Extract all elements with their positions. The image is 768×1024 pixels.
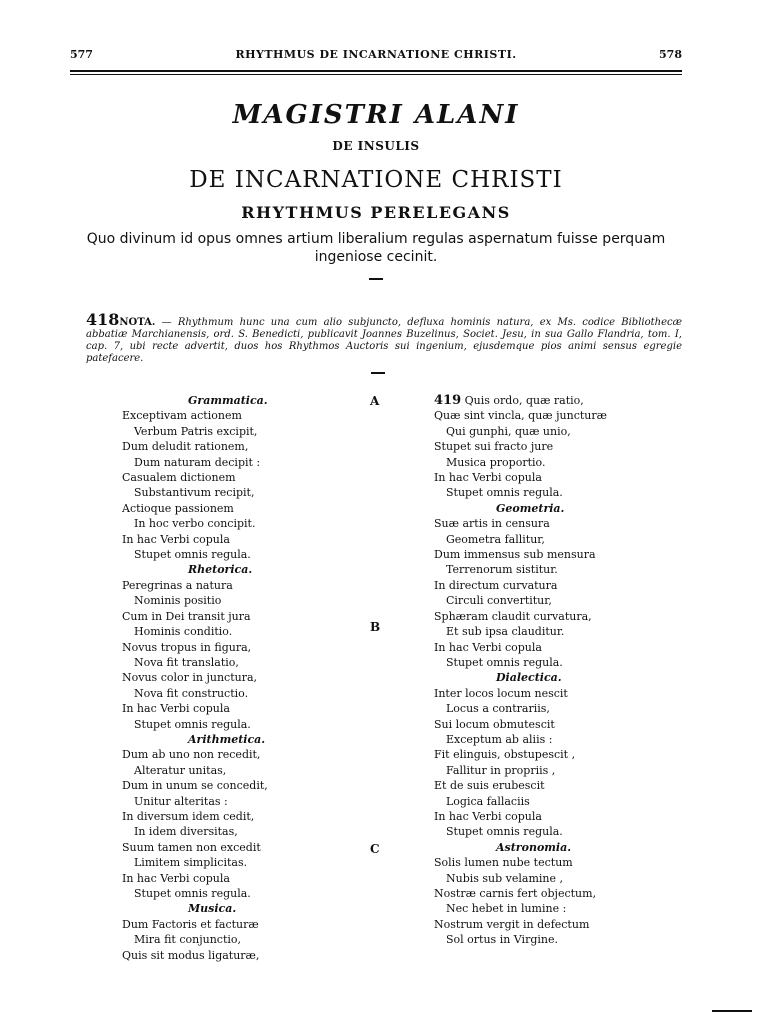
refrain-line: In hac Verbi copula bbox=[434, 471, 542, 485]
verse-line: Exceptum ab aliis : bbox=[446, 732, 553, 746]
verse-line: In diversum idem cedit, bbox=[122, 809, 255, 823]
verse-line bbox=[434, 393, 684, 408]
verse-line: Hominis conditio. bbox=[134, 625, 233, 639]
margin-marker-a: A bbox=[370, 394, 380, 408]
verse-line: Nostrum vergit in defectum bbox=[434, 917, 590, 931]
footer-rule bbox=[712, 1010, 752, 1012]
verse-line: Nubis sub velamine , bbox=[446, 871, 564, 885]
margin-marker-b: B bbox=[370, 620, 381, 634]
author-origin: DE INSULIS bbox=[332, 139, 420, 153]
verse-line: Dum in unum se concedit, bbox=[122, 779, 268, 793]
column-number-right: 578 bbox=[659, 48, 682, 61]
verse-line: Quis sit modus ligaturæ, bbox=[122, 948, 260, 962]
verse-line: Casualem dictionem bbox=[122, 471, 236, 485]
header-rule-thin bbox=[70, 74, 682, 75]
title-block bbox=[60, 96, 692, 280]
refrain-line: In hac Verbi copula bbox=[122, 871, 230, 885]
refrain-line: In hac Verbi copula bbox=[122, 702, 230, 716]
verse-line: Cum in Dei transit jura bbox=[122, 609, 251, 623]
running-title: RHYTHMUS DE INCARNATIONE CHRISTI. bbox=[235, 48, 517, 61]
verse-line: Dum Factoris et facturæ bbox=[122, 917, 259, 931]
verse-line: Dum deludit rationem, bbox=[122, 440, 249, 454]
verse-line: Limitem simplicitas. bbox=[134, 856, 248, 870]
refrain-line: Stupet omnis regula. bbox=[446, 825, 563, 839]
verse-line: Qui gunphi, quæ unio, bbox=[446, 424, 571, 438]
column-ref-418: 418 bbox=[86, 310, 120, 329]
poem-column-left bbox=[122, 393, 362, 963]
verse-line: Nominis positio bbox=[134, 594, 222, 608]
refrain-line: Stupet omnis regula. bbox=[446, 655, 563, 669]
refrain-line: Stupet omnis regula. bbox=[446, 486, 563, 500]
section-heading-rhetorica: Rhetorica. bbox=[188, 563, 253, 577]
author-title: MAGISTRI ALANI bbox=[232, 100, 520, 130]
verse-line: Nec hebet in lumine : bbox=[446, 902, 567, 916]
refrain-line: In hac Verbi copula bbox=[122, 532, 230, 546]
running-header bbox=[70, 48, 682, 68]
verse-line: Musica proportio. bbox=[446, 455, 546, 469]
verse-line: Dum immensus sub mensura bbox=[434, 548, 596, 562]
verse-line: Peregrinas a natura bbox=[122, 578, 233, 592]
verse-line: Logica fallaciis bbox=[446, 794, 530, 808]
verse-line: Sol ortus in Virgine. bbox=[446, 933, 558, 947]
nota-label: NOTA. bbox=[119, 317, 156, 328]
verse-line: Terrenorum sistitur. bbox=[446, 563, 558, 577]
verse-line: Et sub ipsa clauditur. bbox=[446, 625, 565, 639]
verse-line: Dum naturam decipit : bbox=[134, 455, 261, 469]
verse-line: Dum ab uno non recedit, bbox=[122, 748, 261, 762]
verse-line: Sui locum obmutescit bbox=[434, 717, 555, 731]
header-rule-thick bbox=[70, 70, 682, 72]
verse-line: Nostræ carnis fert objectum, bbox=[434, 887, 597, 900]
column-ref-419: 419 bbox=[434, 393, 462, 408]
verse-line: Substantivum recipit, bbox=[134, 486, 255, 500]
verse-line: Stupet sui fracto jure bbox=[434, 440, 554, 454]
column-number-left: 577 bbox=[70, 48, 93, 61]
section-heading-astronomia: Astronomia. bbox=[496, 840, 572, 854]
verse-line: Mira fit conjunctio, bbox=[134, 933, 242, 947]
verse-line: Actioque passionem bbox=[122, 501, 234, 515]
work-subtitle: RHYTHMUS PERELEGANS bbox=[241, 203, 511, 222]
margin-marker-c: C bbox=[370, 842, 380, 856]
verse-line: Quæ sint vincla, quæ juncturæ bbox=[434, 409, 607, 423]
section-heading-musica: Musica. bbox=[188, 902, 237, 916]
verse-line: Inter locos locum nescit bbox=[434, 686, 568, 700]
verse-line: Unitur alteritas : bbox=[134, 794, 228, 808]
verse-line: Novus tropus in figura, bbox=[122, 640, 252, 654]
refrain-line: In hac Verbi copula bbox=[434, 640, 542, 654]
verse-line: Circuli convertitur, bbox=[446, 594, 552, 608]
refrain-line: In hac Verbi copula bbox=[434, 809, 542, 823]
verse-line: Fit elinguis, obstupescit , bbox=[434, 748, 576, 762]
verse-line: In hoc verbo concipit. bbox=[134, 517, 256, 531]
verse-line: Verbum Patris excipit, bbox=[134, 424, 258, 438]
verse-line: Suum tamen non excedit bbox=[122, 840, 261, 854]
verse-line: Fallitur in propriis , bbox=[446, 763, 556, 777]
verse-line-text: Quis ordo, quæ ratio, bbox=[464, 394, 584, 407]
refrain-line: Stupet omnis regula. bbox=[134, 548, 251, 562]
title-divider bbox=[369, 278, 383, 280]
verse-line: Exceptivam actionem bbox=[122, 409, 242, 423]
verse-line: Novus color in junctura, bbox=[122, 671, 258, 685]
verse-line: Suæ artis in censura bbox=[434, 517, 550, 531]
verse-line: Alteratur unitas, bbox=[134, 763, 227, 777]
verse-line: Geometra fallitur, bbox=[446, 532, 545, 546]
nota-paragraph bbox=[86, 310, 683, 365]
verse-line: Nova fit constructio. bbox=[134, 686, 249, 700]
verse-line: In idem diversitas, bbox=[134, 825, 238, 839]
verse-line: Et de suis erubescit bbox=[434, 779, 545, 793]
verse-line: Sphæram claudit curvatura, bbox=[434, 609, 592, 623]
work-title: DE INCARNATIONE CHRISTI bbox=[189, 167, 563, 193]
refrain-line: Stupet omnis regula. bbox=[134, 717, 251, 731]
work-description: Quo divinum id opus omnes artium liberalium regulas aspernatum fuisse perquam ingeniose cecinit. bbox=[86, 231, 666, 265]
verse-line: Solis lumen nube tectum bbox=[434, 856, 573, 870]
nota-divider bbox=[371, 372, 385, 374]
verse-line: Locus a contrariis, bbox=[446, 702, 550, 716]
section-heading-dialectica: Dialectica. bbox=[496, 671, 562, 685]
section-heading-grammatica: Grammatica. bbox=[188, 394, 268, 407]
nota-text: — Rhythmum hunc una cum alio subjuncto, defluxa hominis natura, ex Ms. codice Bibliothecæ abbatiæ Marchianensis, ord. S. Benedicti, publicavit Joannes Buzelinus, Societ. Jesu, in sua Gallo Flandria, tom. I, cap. 7, ubi recte advertit, duos hos Rhythmos Auctoris sui ingenium, ejusdemque pios animi sensus egregie patefacere. bbox=[86, 317, 683, 364]
verse-line: Nova fit translatio, bbox=[134, 655, 239, 669]
verse-line: In directum curvatura bbox=[434, 578, 558, 592]
refrain-line: Stupet omnis regula. bbox=[134, 887, 251, 900]
section-heading-arithmetica: Arithmetica. bbox=[188, 732, 266, 746]
poem-column-right bbox=[434, 393, 684, 948]
section-heading-geometria: Geometria. bbox=[496, 501, 565, 515]
